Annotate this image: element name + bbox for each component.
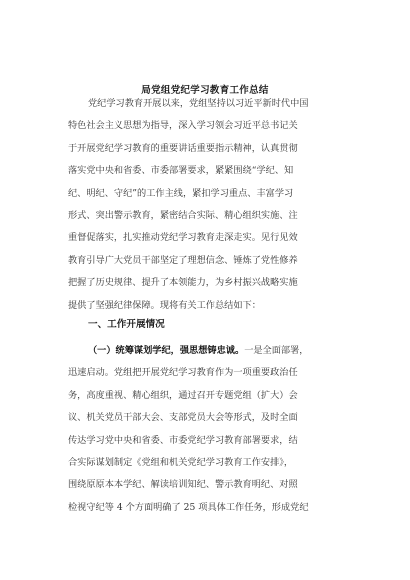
intro-line: 落实党中央和省委、市委部署要求，紧紧围绕“学纪、知 — [68, 165, 294, 177]
intro-line: 重督促落实，扎实推动党纪学习教育走深走实。见行见效 — [68, 232, 298, 244]
section-line: 迅速启动。党组把开展党纪学习教育作为一项重要政治任 — [68, 367, 298, 379]
section-heading: 一、工作开展情况 — [88, 319, 165, 330]
section-line: （一）统筹谋划学纪，强思想铸忠诚。一是全面部署， — [88, 345, 309, 356]
section-line: 检视守纪等 4 个方面明确了 25 项具体工作任务，形成党纪 — [68, 501, 309, 513]
section-line: 合实际谋划制定《党组和机关党纪学习教育工作安排》， — [68, 456, 294, 468]
intro-line: 教育引导广大党员干部坚定了理想信念、锤炼了党性修养 — [68, 254, 298, 266]
intro-line: 特色社会主义思想为指导，深入学习领会习近平总书记关 — [68, 120, 298, 132]
section-line: 围绕原原本本学纪、解读培训知纪、警示教育明纪、对照 — [68, 479, 298, 491]
sub-heading: （一）统筹谋划学纪，强思想铸忠诚。 — [88, 345, 245, 356]
intro-line: 把握了历史规律、提升了本领能力，为乡村振兴战略实施 — [68, 277, 298, 289]
intro-line: 纪、明纪、守纪”的工作主线，紧扣学习重点、丰富学习 — [68, 187, 294, 199]
intro-line: 于开展党纪学习教育的重要讲话重要指示精神，认真贯彻 — [68, 142, 298, 154]
intro-line: 形式、突出警示教育，紧密结合实际、精心组织实施、注 — [68, 209, 298, 221]
intro-line: 党纪学习教育开展以来，党组坚持以习近平新时代中国 — [88, 98, 309, 109]
section-line: 议、机关党员干部大会、支部党员大会等形式，及时全面 — [68, 412, 298, 424]
intro-line: 提供了坚强纪律保障。现将有关工作总结如下： — [68, 299, 261, 311]
intro-paragraph — [68, 93, 346, 317]
section-line: 传达学习党中央和省委、市委党纪学习教育部署要求，结 — [68, 434, 298, 446]
section-line: 务，高度重视、精心组织，通过召开专题党组（扩大）会 — [68, 389, 298, 401]
section-paragraph — [68, 340, 346, 519]
document-title: 局党组党纪学习教育工作总结 — [141, 85, 269, 96]
